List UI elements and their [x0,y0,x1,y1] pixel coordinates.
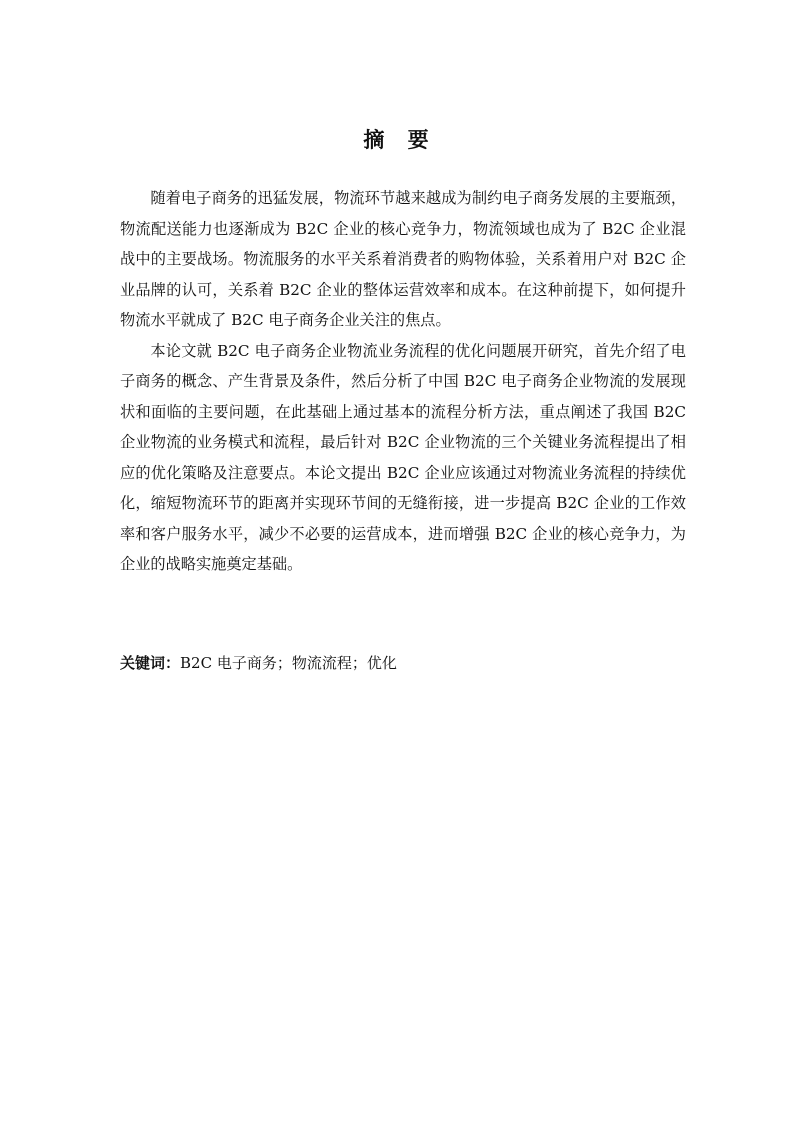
abstract-body [120,183,686,580]
abstract-paragraph-2: 本论文就 B2C 电子商务企业物流业务流程的优化问题展开研究，首先介绍了电子商务的概念、产生背景及条件，然后分析了中国 B2C 电子商务企业物流的发展现状和面临的主要问题，在此基础上通过基本的流程分析方法，重点阐述了我国 B2C 企业物流的业务模式和流程，最后针对 B2C 企业物流的三个关键业务流程提出了相应的优化策略及注意要点。本论文提出 B2C 企业应该通过对物流业务流程的持续优化，缩短物流环节的距离并实现环节间的无缝衔接，进一步提高 B2C 企业的工作效率和客户服务水平，减少不必要的运营成本，进而增强 B2C 企业的核心竞争力，为企业的战略实施奠定基础。 [120,341,686,573]
keywords-label: 关键词： [120,654,181,672]
keywords-line [120,648,686,678]
abstract-title: 摘 要 [363,128,437,152]
keywords-value: B2C 电子商务；物流流程；优化 [180,654,397,672]
abstract-paragraph-1: 随着电子商务的迅猛发展，物流环节越来越成为制约电子商务发展的主要瓶颈，物流配送能力也逐渐成为 B2C 企业的核心竞争力，物流领域也成为了 B2C 企业混战中的主要战场。物流服务的水平关系着消费者的购物体验，关系着用户对 B2C 企业品牌的认可，关系着 B2C 企业的整体运营效率和成本。在这种前提下，如何提升物流水平就成了 B2C 电子商务企业关注的焦点。 [120,189,686,329]
